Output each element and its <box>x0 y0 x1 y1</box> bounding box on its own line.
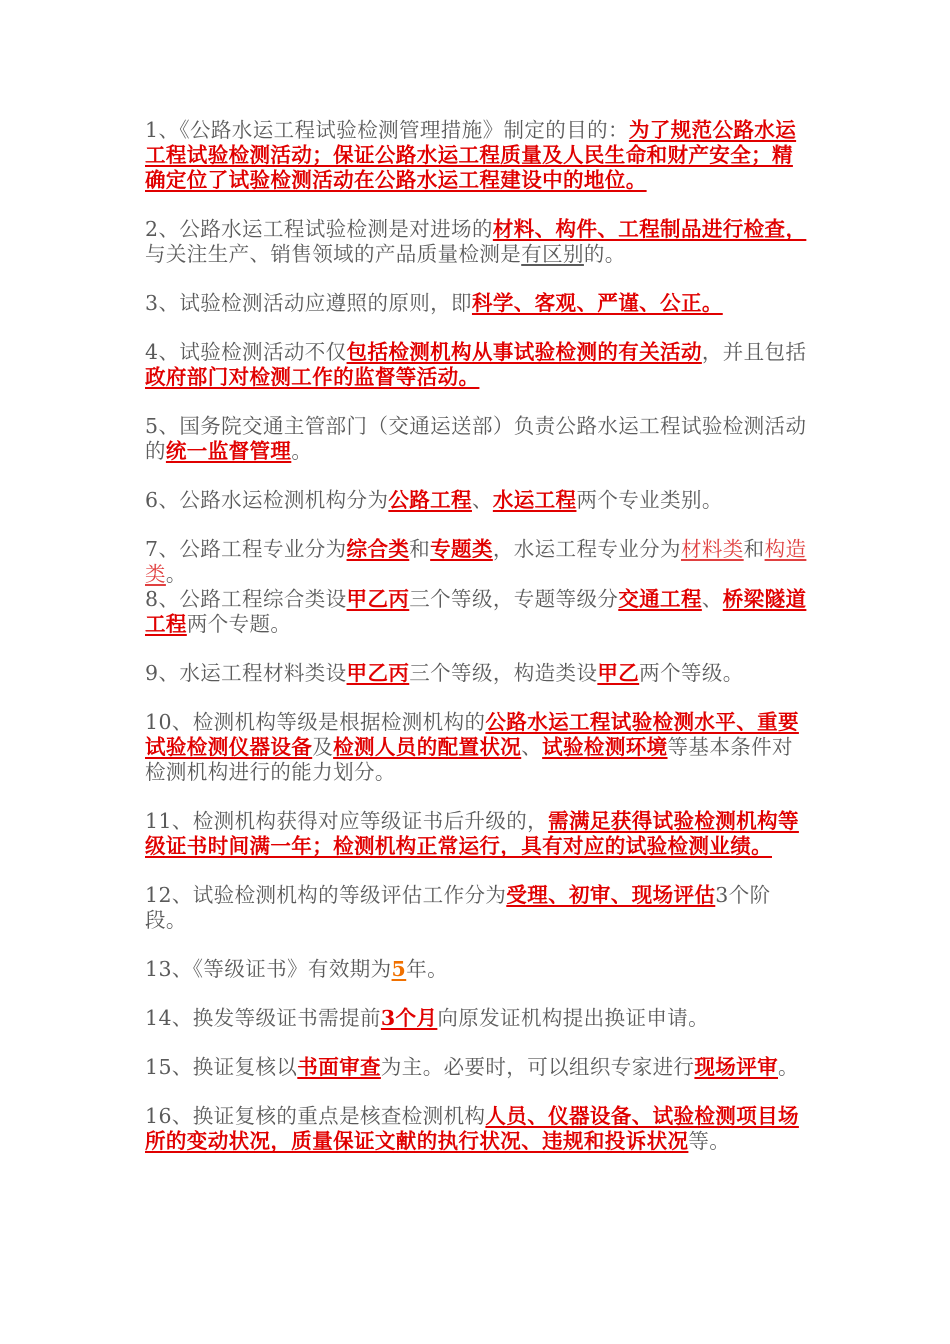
answer-highlight: 试验检测环境 <box>542 735 668 759</box>
question-text: 两个等级。 <box>639 661 744 685</box>
question-item-8 <box>145 587 810 637</box>
question-text: 三个等级，专题等级分 <box>409 587 619 611</box>
answer-highlight: 构造类 <box>145 537 807 586</box>
paragraph-spacer <box>145 513 810 537</box>
paragraph-spacer <box>145 316 810 340</box>
paragraph-spacer <box>145 464 810 488</box>
answer-highlight: 材料、构件、工程制品进行检查， <box>492 217 807 241</box>
question-text: 和 <box>409 537 431 561</box>
question-item-7 <box>145 537 810 587</box>
question-text: ，水运工程专业分为 <box>492 537 681 561</box>
answer-highlight: 水运工程 <box>492 488 577 512</box>
document-page <box>145 118 810 1154</box>
question-item-10 <box>145 710 810 785</box>
question-item-15 <box>145 1055 810 1080</box>
question-text: 7、公路工程专业分为 <box>145 537 347 561</box>
question-text: 16、换证复核的重点是核查检测机构 <box>145 1104 486 1128</box>
question-text: 两个专业类别。 <box>576 488 723 512</box>
question-item-2 <box>145 217 810 267</box>
answer-highlight: 政府部门对检测工作的监督等活动。 <box>145 365 480 389</box>
question-item-13 <box>145 957 810 982</box>
question-text: 8、公路工程综合类设 <box>145 587 347 611</box>
question-text: 两个专题。 <box>186 612 292 636</box>
paragraph-spacer <box>145 267 810 291</box>
question-text: 5、国务院交通主管部门（交通运送部）负责公路水运工程试验检测活动的 <box>145 414 807 463</box>
question-item-11 <box>145 809 810 859</box>
question-item-9 <box>145 661 810 686</box>
question-text: 。 <box>165 562 187 586</box>
answer-highlight: 人员、仪器设备、试验检测项目场所的变动状况，质量保证文献的执行状况、违规和投诉状况 <box>145 1104 799 1153</box>
question-text: 、 <box>521 735 543 759</box>
answer-highlight: 书面审查 <box>297 1055 381 1079</box>
question-text: 向原发证机构提出换证申请。 <box>437 1006 710 1030</box>
question-text: 9、水运工程材料类设 <box>145 661 347 685</box>
answer-highlight: 3个月 <box>380 1006 438 1030</box>
question-text: 。 <box>778 1055 799 1079</box>
answer-highlight: 为了规范公路水运工程试验检测活动；保证公路水运工程质量及人民生命和财产安全；精确定位了试验检测活动在公路水运工程建设中的地位。 <box>145 118 797 192</box>
answer-highlight: 包括检测机构从事试验检测的有关活动 <box>346 340 702 364</box>
answer-highlight: 甲乙 <box>597 661 640 685</box>
question-item-1 <box>145 118 810 193</box>
answer-highlight: 专题类 <box>430 537 493 561</box>
question-text: 15、换证复核以 <box>145 1055 298 1079</box>
question-text: 。 <box>291 439 313 463</box>
question-text: 、 <box>701 587 723 611</box>
answer-highlight: 甲乙丙 <box>346 661 410 685</box>
paragraph-spacer <box>145 637 810 661</box>
question-text: 及 <box>312 735 334 759</box>
question-text: 和 <box>743 537 765 561</box>
question-item-12 <box>145 883 810 933</box>
paragraph-spacer <box>145 686 810 710</box>
answer-highlight: 需满足获得试验检测机构等级证书时间满一年；检测机构正常运行，具有对应的试验检测业绩。 <box>145 809 799 858</box>
question-text: 6、公路水运检测机构分为 <box>145 488 389 512</box>
answer-highlight: 桥梁隧道工程 <box>145 587 807 636</box>
answer-highlight: 检测人员的配置状况 <box>333 735 522 759</box>
question-text: 等基本条件对检测机构进行的能力划分。 <box>145 735 793 784</box>
question-text: 1、《公路水运工程试验检测管理措施》制定的目的： <box>145 118 629 142</box>
answer-highlight: 公路水运工程试验检测水平、重要试验检测仪器设备 <box>145 710 799 759</box>
question-item-3 <box>145 291 810 316</box>
question-item-16 <box>145 1104 810 1154</box>
question-text: 10、检测机构等级是根据检测机构的 <box>145 710 486 734</box>
answer-highlight: 受理、初审、现场评估 <box>506 883 716 907</box>
answer-highlight: 现场评审 <box>694 1055 779 1079</box>
question-text: 为主。必要时，可以组织专家进行 <box>380 1055 695 1079</box>
answer-highlight: 甲乙丙 <box>346 587 410 611</box>
paragraph-spacer <box>145 859 810 883</box>
question-text: 三个等级，构造类设 <box>409 661 598 685</box>
paragraph-spacer <box>145 1031 810 1055</box>
question-item-6 <box>145 488 810 513</box>
question-text: 3个阶段。 <box>145 883 771 932</box>
paragraph-spacer <box>145 785 810 809</box>
paragraph-spacer <box>145 390 810 414</box>
question-item-14 <box>145 1006 810 1031</box>
paragraph-spacer <box>145 933 810 957</box>
paragraph-spacer <box>145 982 810 1006</box>
question-text: 14、换发等级证书需提前 <box>145 1006 381 1030</box>
answer-highlight: 材料类 <box>680 537 744 561</box>
question-item-5 <box>145 414 810 464</box>
answer-highlight: 综合类 <box>346 537 410 561</box>
question-text: 3、试验检测活动应遵照的原则，即 <box>145 291 472 315</box>
question-text: 、 <box>471 488 493 512</box>
paragraph-spacer <box>145 193 810 217</box>
question-text: 与关注生产、销售领域的产品质量检测是 <box>145 242 522 266</box>
question-text: 2、公路水运工程试验检测是对进场的 <box>145 217 493 241</box>
question-text: 12、试验检测机构的等级评估工作分为 <box>145 883 507 907</box>
question-text: 年。 <box>406 957 449 981</box>
answer-highlight: 科学、客观、严谨、公正。 <box>471 291 723 315</box>
question-text: 4、试验检测活动不仅 <box>145 340 347 364</box>
answer-highlight: 统一监督管理 <box>165 439 292 463</box>
question-text: 13、《等级证书》有效期为 <box>145 957 392 981</box>
question-text: 的。 <box>583 242 626 266</box>
question-item-4 <box>145 340 810 390</box>
paragraph-spacer <box>145 1080 810 1104</box>
answer-highlight: 公路工程 <box>388 488 472 512</box>
answer-highlight: 5 <box>391 957 407 981</box>
answer-highlight: 交通工程 <box>618 587 702 611</box>
question-text: 等。 <box>688 1129 731 1153</box>
question-text: 11、检测机构获得对应等级证书后升级的， <box>145 809 549 833</box>
question-text: ，并且包括 <box>701 340 807 364</box>
answer-highlight: 有区别 <box>521 242 584 266</box>
